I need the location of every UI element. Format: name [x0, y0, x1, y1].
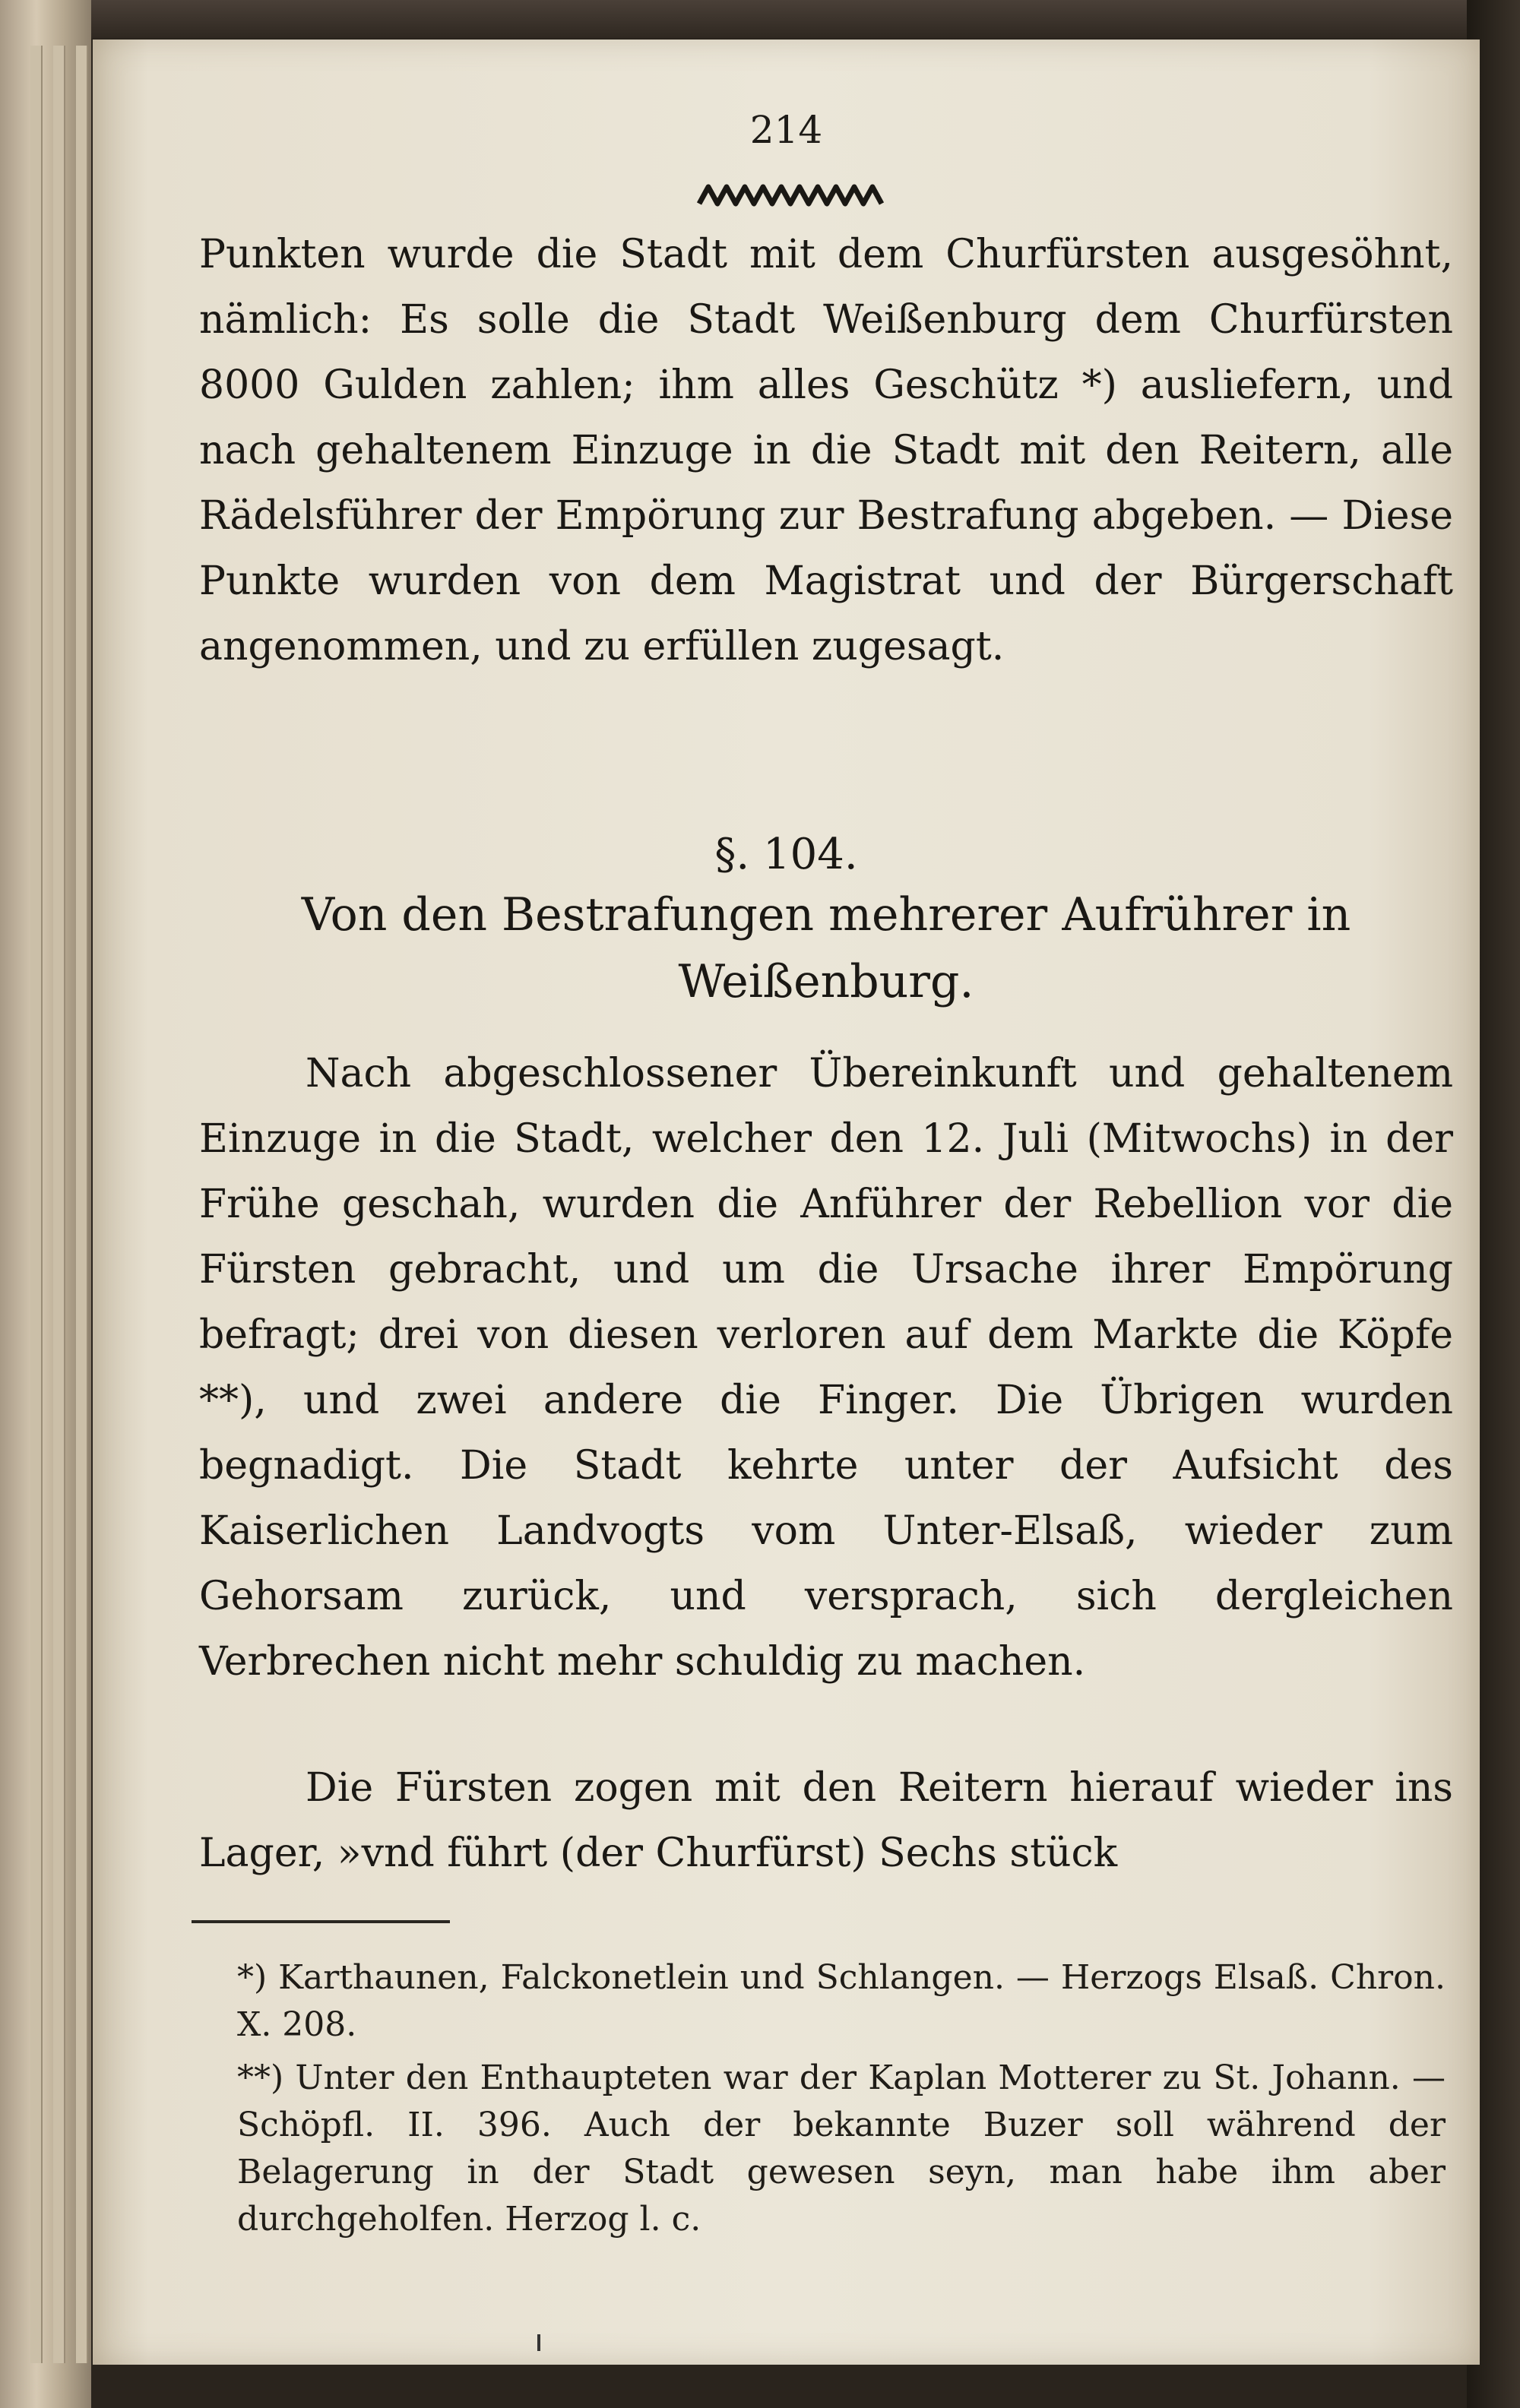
book-page — [93, 40, 1480, 2365]
section-title: Von den Bestrafungen mehrerer Aufrührer in Weißenburg. — [301, 888, 1351, 1008]
paragraph-text: Punkten wurde die Stadt mit dem Churfürsten ausgesöhnt, nämlich: Es solle die Stadt Weißenburg dem Churfürsten 8000 Gulden zahlen; ihm alles Geschütz *) ausliefern, und nach gehaltenem Einzuge in die Stadt mit den Reitern, alle Rädelsführer der Empörung zur Bestrafung abgeben. — Diese Punkte wurden von dem Magistrat und der Bürgerschaft angenommen, und zu erfüllen zugesagt. — [199, 232, 1453, 669]
footnote — [237, 2055, 1446, 2243]
footnote — [237, 1954, 1446, 2049]
page-edge — [76, 46, 88, 2363]
page-number: 214 — [749, 108, 823, 152]
decorative-rule-icon — [693, 176, 891, 211]
section-number: §. 104. — [714, 830, 858, 879]
paragraph-text: Nach abgeschlossener Übereinkunft und gehaltenem Einzuge in die Stadt, welcher den 12. Juli (Mitwochs) in der Frühe geschah, wurden die Anführer der Rebellion vor die Fürsten gebracht, und um die Ursache ihrer Empörung befragt; drei von diesen verloren auf dem Markte die Köpfe **), und zwei andere die Finger. Die Übrigen wurden begnadigt. Die Stadt kehrte unter der Aufsicht des Kaiserlichen Landvogts vom Unter-Elsaß, wieder zum Gehorsam zurück, und versprach, sich dergleichen Verbrechen nicht mehr schuldig zu machen. — [199, 1051, 1453, 1685]
footnote-divider — [192, 1920, 450, 1923]
page-edge — [30, 46, 43, 2363]
footnote-text: **) Unter den Enthaupteten war der Kaplan Motterer zu St. Johann. — Schöpfl. II. 396. Auch der bekannte Buzer soll während der Belagerung in der Stadt gewesen seyn, man habe ihm aber durchgeholfen. Herzog l. c. — [237, 2058, 1446, 2239]
binding-top — [0, 0, 1520, 38]
paragraph — [199, 1041, 1453, 1694]
top-paragraph — [199, 222, 1453, 679]
paragraph — [199, 1755, 1453, 1886]
paragraph-text: Die Fürsten zogen mit den Reitern hierauf wieder ins Lager, »vnd führt (der Churfürst) Sechs stück — [199, 1765, 1453, 1876]
page-edge — [53, 46, 65, 2363]
footnote-text: *) Karthaunen, Falckonetlein und Schlangen. — Herzogs Elsaß. Chron. X. 208. — [237, 1958, 1446, 2044]
printer-mark — [537, 2334, 540, 2351]
